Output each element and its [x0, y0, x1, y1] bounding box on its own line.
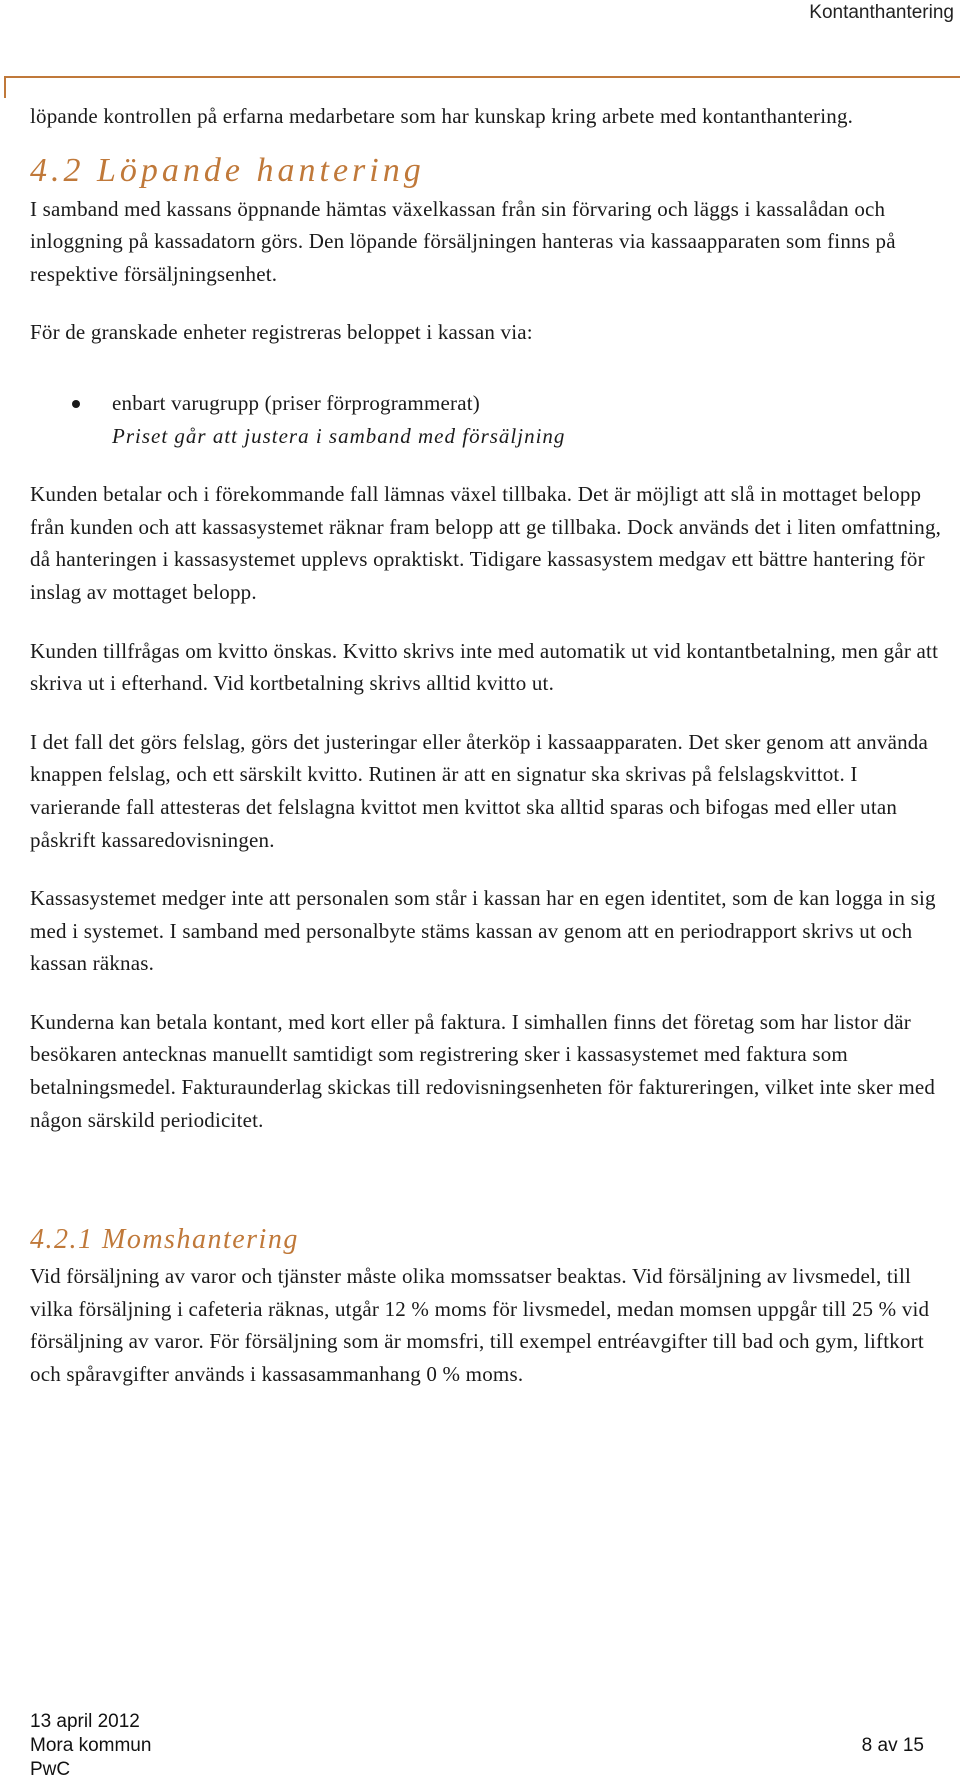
- paragraph-7: Kunderna kan betala kontant, med kort eller på faktura. I simhallen finns det företag som har listor där besökaren antecknas manuellt samtidigt som registrering sker i kassasystemet med faktura som betalningsmedel. Fakturaunderlag skickas till redovisningsenheten för faktureringen, vilket inte sker med någon särskild periodicitet.: [30, 1009, 936, 1132]
- page-footer: [30, 1710, 151, 1782]
- paragraph-3: Kunden betalar och i förekommande fall lämnas växel tillbaka. Det är möjligt att slå in mottaget belopp från kunden och att kassasystemet räknar fram belopp att ge tillbaka. Dock används det i liten omfattning, då hanteringen i kassasystemet upplevs opraktiskt. Tidigare kassasystem medgav ett bättre hantering för inslag av mottaget belopp.: [30, 482, 942, 604]
- paragraph-8: Vid försäljning av varor och tjänster måste olika momssatser beaktas. Vid försäljning av livsmedel, till vilka försäljning i cafeteria räknas, utgår 12 % moms för livsmedel, medan momsen uppgår till 25 % vid försäljning av varor. För försäljning som är momsfri, till exempel entréavgifter till bad och gym, liftkort och spåravgifter används i kassasammanhang 0 % moms.: [30, 1264, 930, 1387]
- document-body: [30, 100, 942, 1391]
- subsection-heading: 4.2.1 Momshantering: [30, 1224, 299, 1256]
- paragraph-2: För de granskade enheter registreras beloppet i kassan via:: [30, 320, 533, 345]
- footer-date: 13 april 2012: [30, 1711, 140, 1732]
- header-rule: [4, 76, 960, 78]
- header-corner-mark: [4, 76, 6, 98]
- bullet-icon: [72, 400, 80, 408]
- header-title: Kontanthantering: [809, 2, 954, 23]
- bullet-note-text: Priset går att justera i samband med försäljning: [112, 423, 566, 448]
- bullet-main-text: enbart varugrupp (priser förprogrammerat): [112, 390, 480, 415]
- page-number: 8 av 15: [861, 1735, 924, 1756]
- bullet-list-item: [30, 387, 942, 452]
- paragraph-6: Kassasystemet medger inte att personalen som står i kassan har en egen identitet, som de kan logga in sig med i systemet. I samband med personalbyte stäms kassan av genom att en periodrapport skrivs ut och kassan räknas.: [30, 886, 936, 976]
- intro-paragraph: löpande kontrollen på erfarna medarbetare som har kunskap kring arbete med kontanthantering.: [30, 104, 854, 128]
- footer-firm: PwC: [30, 1759, 71, 1780]
- paragraph-4: Kunden tillfrågas om kvitto önskas. Kvitto skrivs inte med automatik ut vid kontantbetalning, men går att skriva ut i efterhand. Vid kortbetalning skrivs alltid kvitto ut.: [30, 638, 939, 696]
- section-heading: 4.2 Löpande hantering: [30, 151, 425, 189]
- footer-organization: Mora kommun: [30, 1735, 152, 1756]
- paragraph-5: I det fall det görs felslag, görs det justeringar eller återköp i kassaapparaten. Det sker genom att använda knappen felslag, och ett särskilt kvitto. Rutinen är att en signatur ska skrivas på felslagskvittot. I varierande fall attesteras det felslagna kvittot men kvittot ska alltid sparas och bifogas med eller utan påskrift kassaredovisningen.: [30, 729, 929, 852]
- paragraph-1: I samband med kassans öppnande hämtas växelkassan från sin förvaring och läggs i kassalådan och inloggning på kassadatorn görs. Den löpande försäljningen hanteras via kassaapparaten som finns på respektive försäljningsenhet.: [30, 196, 896, 286]
